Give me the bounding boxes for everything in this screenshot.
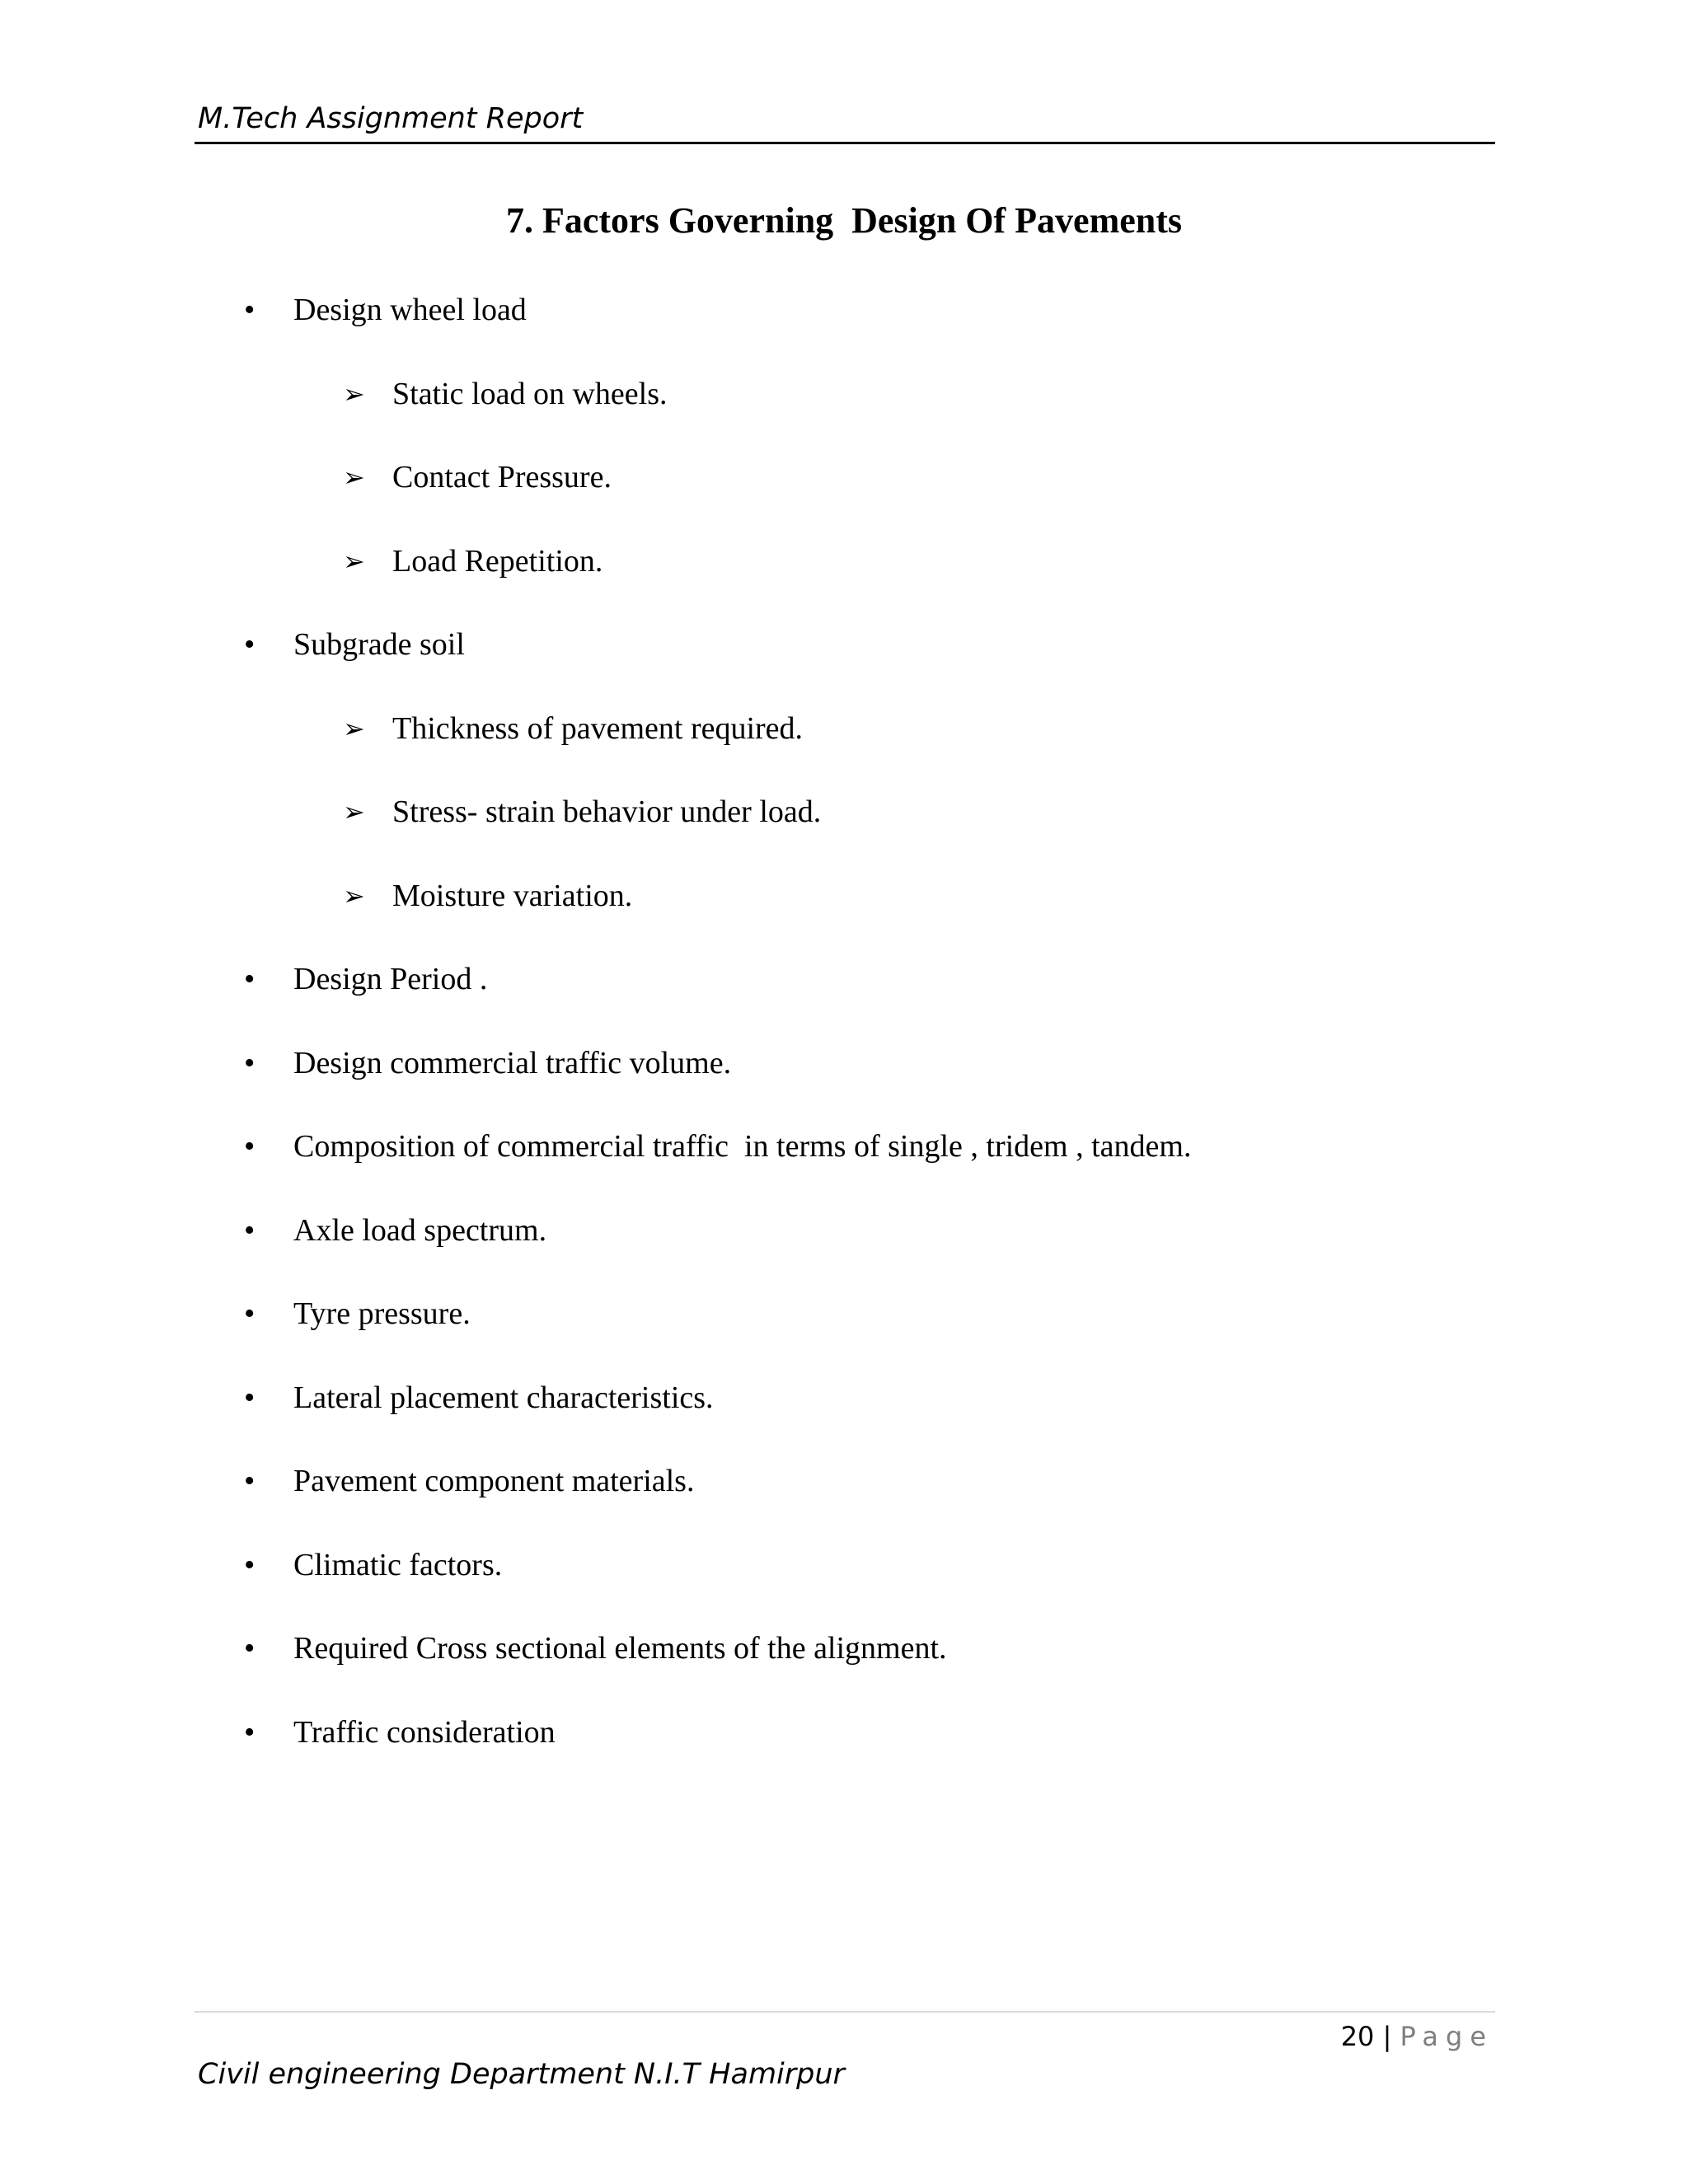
arrow-bullet-icon: ➢ — [343, 796, 365, 827]
page-number: 20 — [1340, 2021, 1375, 2052]
item-text: Composition of commercial traffic in terms of single , tridem , tandem. — [293, 1129, 1192, 1164]
bullet-marker: • — [244, 1464, 256, 1498]
bullet-marker: • — [244, 962, 256, 996]
item-text: Pavement component materials. — [293, 1464, 695, 1498]
bullet-marker: • — [244, 1046, 256, 1080]
section-title: 7. Factors Governing Design Of Pavements — [506, 200, 1182, 241]
arrow-bullet-icon: ➢ — [343, 546, 365, 577]
bullet-marker: • — [244, 1715, 256, 1750]
item-text: Design wheel load — [293, 293, 527, 327]
item-text: Contact Pressure. — [392, 460, 612, 494]
bullet-marker: • — [244, 1631, 256, 1666]
bullet-marker: • — [244, 1213, 256, 1248]
header-divider — [195, 142, 1495, 144]
arrow-bullet-icon: ➢ — [343, 462, 365, 493]
item-text: Load Repetition. — [392, 544, 603, 579]
item-text: Stress- strain behavior under load. — [392, 794, 822, 829]
item-text: Climatic factors. — [293, 1548, 503, 1582]
bullet-marker: • — [244, 293, 256, 327]
arrow-bullet-icon: ➢ — [343, 713, 365, 744]
header-title: M.Tech Assignment Report — [198, 102, 584, 135]
arrow-bullet-icon: ➢ — [343, 378, 365, 410]
footer-department: Civil engineering Department N.I.T Hamirpur — [198, 2058, 845, 2091]
page-label: Page — [1400, 2021, 1493, 2052]
bullet-marker: • — [244, 1296, 256, 1331]
item-text: Static load on wheels. — [392, 377, 668, 411]
bullet-marker: • — [244, 1129, 256, 1164]
item-text: Required Cross sectional elements of the alignment. — [293, 1631, 947, 1666]
item-text: Design Period . — [293, 962, 488, 996]
bullet-marker: • — [244, 1548, 256, 1582]
bullet-marker: • — [244, 1380, 256, 1415]
item-text: Tyre pressure. — [293, 1296, 471, 1331]
bullet-marker: • — [244, 627, 256, 662]
item-text: Moisture variation. — [392, 879, 633, 913]
item-text: Traffic consideration — [293, 1715, 556, 1750]
item-text: Lateral placement characteristics. — [293, 1380, 714, 1415]
item-text: Axle load spectrum. — [293, 1213, 547, 1248]
item-text: Thickness of pavement required. — [392, 711, 804, 746]
item-text: Subgrade soil — [293, 627, 465, 662]
arrow-bullet-icon: ➢ — [343, 880, 365, 912]
page-separator: | — [1382, 2021, 1392, 2052]
footer-divider — [195, 2011, 1495, 2013]
item-text: Design commercial traffic volume. — [293, 1046, 732, 1080]
page-number-block — [1341, 2018, 1493, 2055]
